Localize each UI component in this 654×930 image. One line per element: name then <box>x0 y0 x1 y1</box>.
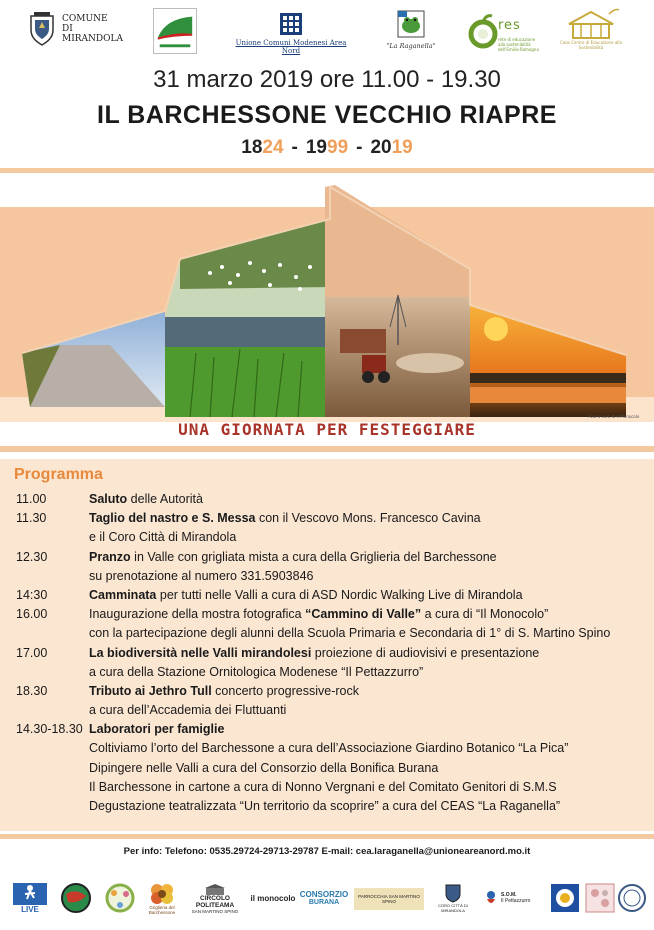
programma-time: 14:30 <box>16 587 48 602</box>
programma-text: Dipingere nelle Valli a cura del Consorzio della Bonifica Burana <box>89 760 439 775</box>
blue-circle-logo <box>548 880 582 916</box>
programma-text: in Valle con grigliata mista a cura della Griglieria del Barchessone <box>130 549 497 564</box>
raganella-logo <box>386 10 436 50</box>
programma-description <box>89 490 203 509</box>
programma-row <box>0 701 654 720</box>
sponsor-logos <box>8 880 648 920</box>
banner-bottom-stripe <box>0 446 654 452</box>
header-logos <box>0 6 654 58</box>
event-date: 31 marzo 2019 ore 11.00 - 19.30 <box>153 66 501 93</box>
programma-highlight: La biodiversità nelle Valli mirandolesi <box>89 645 312 660</box>
consorzio-label: CONSORZIO <box>299 890 349 899</box>
barchessone-silhouette-illustration <box>0 177 654 447</box>
seal-icon <box>617 883 647 913</box>
programma-highlight: Saluto <box>89 492 128 506</box>
programma-text: Coltiviamo l’orto del Barchessone a cura dell’Associazione Giardino Botanico “La Pica” <box>89 741 569 756</box>
programma-description <box>89 701 286 720</box>
programma-description <box>89 739 568 758</box>
programma-time: 16.00 <box>16 607 48 622</box>
globe-logo <box>58 880 94 916</box>
programma-row <box>0 778 654 797</box>
programma-text: a cura dell’Accademia dei Fluttuanti <box>89 703 287 718</box>
programma-row <box>0 624 654 643</box>
event-title: IL BARCHESSONE VECCHIO RIAPRE <box>97 101 557 129</box>
year-highlight: 24 <box>262 137 284 158</box>
programma-row <box>0 682 654 701</box>
programma-highlight: Pranzo <box>89 549 131 564</box>
ores-subtitle: rete di educazione alla sostenibilità dell'Emilia-Romagna <box>498 37 539 52</box>
event-years <box>0 137 654 159</box>
comune-mirandola-logo <box>28 12 123 46</box>
ceas-label: Ceas Centro di Educazione alla Sostenibilità <box>560 40 622 50</box>
som-label: S.O.M. <box>501 892 517 898</box>
programma-time: 12.30 <box>16 549 48 564</box>
programma-text: a cura di “Il Monocolo” <box>421 607 549 622</box>
programma-time: 11.00 <box>16 492 47 506</box>
programma-text: Inaugurazione della mostra fotografica <box>89 607 306 622</box>
programma-description <box>89 778 557 797</box>
programma-text: concerto progressive-rock <box>211 683 359 698</box>
monocolo-label: il monocolo <box>250 893 296 903</box>
burana-label: BURANA <box>308 899 340 906</box>
programma-row <box>0 490 654 509</box>
programma-title: Programma <box>14 466 103 483</box>
programma-description <box>89 528 236 547</box>
coro-crest-icon <box>444 883 462 903</box>
comune-line-1: COMUNE <box>62 14 108 24</box>
circolo-politeama-logo <box>184 880 246 916</box>
photo-credit: Foto a cura di Il Monocolo <box>588 414 640 419</box>
year-highlight: 99 <box>327 137 349 158</box>
programma-highlight: Tributo ai Jethro Tull <box>89 683 212 698</box>
programma-text: delle Autorità <box>127 492 203 506</box>
programma-row <box>0 567 654 586</box>
griglieria-flower-icon <box>148 881 176 905</box>
year-1999 <box>306 137 348 158</box>
programma-text: proiezione di audiovisivi e presentazione <box>311 645 540 660</box>
politeama-sublabel: SAN MARTINO SPINO <box>191 908 239 914</box>
programma-row <box>0 548 654 567</box>
coat-of-arms-icon <box>28 12 56 46</box>
programma-description <box>89 720 224 739</box>
programma-row <box>0 528 654 547</box>
programma-row <box>0 739 654 758</box>
griglieria-logo <box>142 880 182 916</box>
programma-row <box>0 605 654 624</box>
unione-grid-icon <box>279 12 303 36</box>
programma-section <box>0 459 654 831</box>
programma-description <box>89 586 523 605</box>
comune-line-3: MIRANDOLA <box>62 34 123 44</box>
programma-highlight: Laboratori per famiglie <box>89 722 225 737</box>
programma-text: con la partecipazione degli alunni della Scuola Primaria e Secondaria di 1° di S. Martino Spino <box>89 626 611 641</box>
parrocchia-label: PARROCCHIA SAN MARTINO SPINO <box>358 894 420 904</box>
programma-description <box>89 682 359 701</box>
programma-highlight: “Cammino di Valle” <box>305 607 422 622</box>
programma-description <box>89 624 610 643</box>
barchessone-building-icon <box>563 8 619 40</box>
programma-highlight: Taglio del nastro e S. Messa <box>89 511 256 526</box>
contact-info: Per info: Telefono: 0535.29724-29713-29787 E-mail: cea.laraganella@unioneareanord.mo.it <box>123 846 531 857</box>
year-lead: 19 <box>305 137 327 158</box>
programma-list <box>0 490 654 816</box>
programma-time: 17.00 <box>16 645 48 660</box>
programma-text: Degustazione teatralizzata “Un territorio da scoprire” a cura del CEAS “La Raganella” <box>89 799 561 813</box>
programma-text: Il Barchessone in cartone a cura di Nonno Vergnani e del Comitato Genitori di S.M.S <box>89 779 557 794</box>
regione-flag-icon <box>154 9 196 53</box>
live-label: LIVE <box>21 904 39 914</box>
event-slogan: UNA GIORNATA PER FESTEGGIARE <box>178 420 476 439</box>
footer-stripe <box>0 834 654 839</box>
unione-comuni-logo <box>226 12 356 55</box>
ores-swirl-icon <box>468 12 498 52</box>
programma-description <box>89 759 438 778</box>
programma-row <box>0 797 654 816</box>
year-2019 <box>370 137 412 158</box>
programma-text: e il Coro Città di Mirandola <box>89 530 237 545</box>
programma-row <box>0 759 654 778</box>
coro-mirandola-logo <box>426 880 480 916</box>
programma-description <box>89 644 539 663</box>
decorative-pattern-icon <box>585 883 615 913</box>
programma-text: con il Vescovo Mons. Francesco Cavina <box>255 511 481 526</box>
unione-comuni-label: Unione Comuni Modenesi Area Nord <box>235 39 347 55</box>
ores-logo <box>468 10 542 56</box>
programma-description <box>89 509 481 528</box>
barchessone-banner <box>0 177 654 447</box>
year-highlight: 19 <box>391 137 413 158</box>
programma-time: 11.30 <box>16 511 47 526</box>
pettazzurro-label: Il Pettazzurro <box>501 898 531 904</box>
consorzio-burana-logo <box>298 880 350 916</box>
year-separator: - <box>356 137 363 158</box>
frog-icon <box>397 10 425 40</box>
ores-wordmark: res <box>498 18 521 33</box>
programma-description <box>89 567 313 586</box>
ceas-logo <box>560 8 622 50</box>
programma-description <box>89 605 548 624</box>
bird-icon <box>484 889 498 907</box>
globe-icon <box>60 882 92 914</box>
il-monocolo-logo <box>248 880 298 916</box>
programma-row <box>0 644 654 663</box>
programma-time: 18.30 <box>16 683 48 698</box>
programma-description <box>89 797 560 816</box>
year-1824 <box>241 137 283 158</box>
programma-description <box>89 663 423 682</box>
blue-badge-icon <box>550 883 580 913</box>
programma-description <box>89 548 497 567</box>
banner-top-stripe <box>0 168 654 173</box>
parrocchia-logo <box>354 888 424 910</box>
giardino-botanico-logo <box>100 880 140 916</box>
year-lead: 20 <box>370 137 392 158</box>
politeama-label: CIRCOLO POLITEAMA <box>195 894 235 909</box>
programma-row <box>0 509 654 528</box>
flower-wreath-icon <box>102 883 138 913</box>
som-pettazzurro-logo <box>484 880 546 916</box>
coro-label: CORO CITTÀ DI MIRANDOLA <box>438 903 468 913</box>
walker-icon <box>13 883 47 905</box>
raganella-label: "La Raganella" <box>386 42 436 50</box>
round-seal-logo <box>616 880 648 916</box>
programma-highlight: Camminata <box>89 587 157 602</box>
programma-row <box>0 586 654 605</box>
programma-text: su prenotazione al numero 331.5903846 <box>89 568 314 583</box>
pink-pattern-logo <box>584 880 616 916</box>
nordic-walking-live-logo <box>10 880 50 916</box>
comune-line-2: DI <box>62 24 73 34</box>
year-lead: 18 <box>241 137 263 158</box>
programma-text: a cura della Stazione Ornitologica Modenese “Il Pettazzurro” <box>89 664 424 679</box>
programma-text: per tutti nelle Valli a cura di ASD Nordic Walking Live di Mirandola <box>156 587 523 602</box>
programma-time: 14.30-18.30 <box>16 722 83 737</box>
griglieria-label: Griglieria del Barchessone <box>148 905 176 915</box>
regione-emilia-romagna-logo <box>153 8 197 54</box>
theatre-building-icon <box>203 883 227 895</box>
programma-row <box>0 720 654 739</box>
programma-row <box>0 663 654 682</box>
year-separator: - <box>291 137 298 158</box>
